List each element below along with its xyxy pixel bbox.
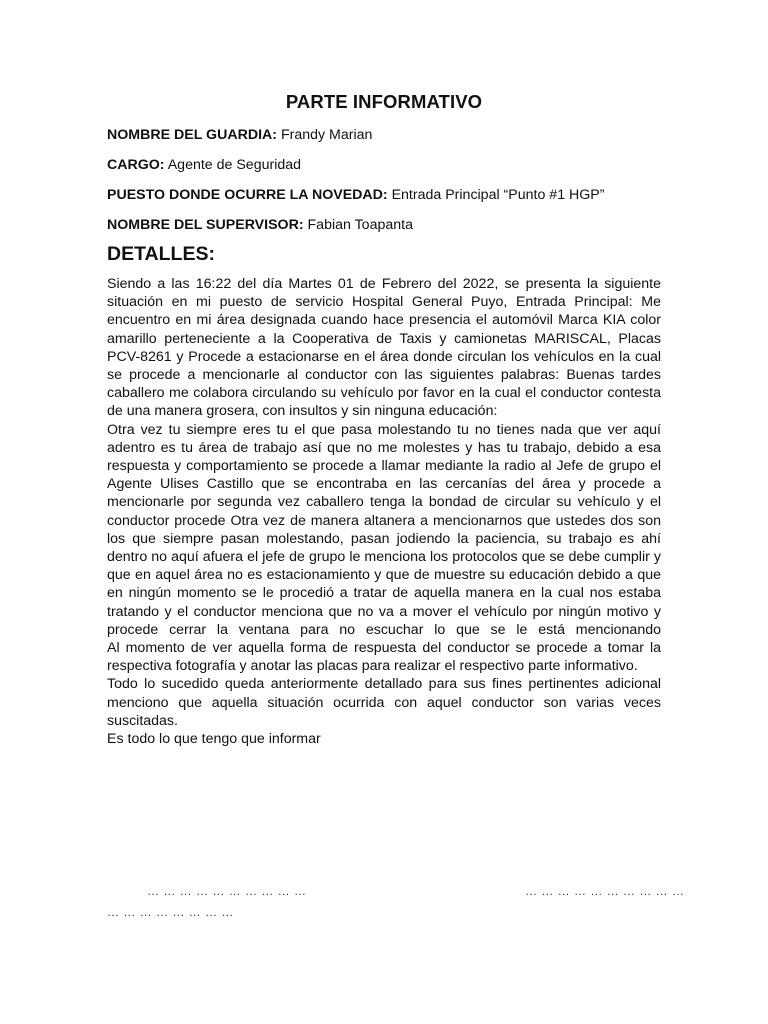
- field-role: [107, 157, 661, 174]
- field-value: Agente de Seguridad: [167, 157, 302, 173]
- signature-line-bottom: … … … … … … … …: [107, 905, 234, 919]
- field-label: NOMBRE DEL SUPERVISOR:: [107, 217, 304, 233]
- field-incident-post: [107, 187, 661, 204]
- field-label: PUESTO DONDE OCURRE LA NOVEDAD:: [107, 187, 388, 203]
- field-supervisor-name: [107, 217, 661, 234]
- details-body: [107, 275, 661, 748]
- document-title: PARTE INFORMATIVO: [285, 91, 483, 112]
- report-content: [107, 91, 661, 748]
- field-value: Fabian Toapanta: [307, 217, 413, 233]
- field-guard-name: [107, 127, 661, 144]
- details-heading: DETALLES:: [107, 243, 215, 265]
- details-paragraph: Otra vez tu siempre eres tu el que pasa molestando tu no tienes nada que ver aquí adentro es tu área de trabajo así que no me molestes y has tu trabajo, debido a esa respuesta y comportamiento se procede a llamar mediante la radio al Jefe de grupo el Agente Ulises Castillo que se encontraba en las cercanías del área y procede a mencionarle por segunda vez caballero tenga la bondad de circular su vehículo y el conductor procede Otra vez de manera altanera a mencionarnos que ustedes dos son los que siempre pasan molestando, pasan jodiendo la paciencia, su trabajo es ahí dentro no aquí afuera el jefe de grupo le menciona los protocolos que se debe cumplir y que en aquel área no es estacionamiento y que de muestre su educación debido a que en ningún momento se le procedió a tratar de aquella manera en la cual nos estaba tratando y el conductor menciona que no va a mover el vehículo por ningún motivo y procede cerrar la ventana para no escuchar lo que se le está mencionando: [107, 421, 661, 638]
- field-label: NOMBRE DEL GUARDIA:: [107, 127, 277, 143]
- field-value: Entrada Principal “Punto #1 HGP”: [391, 187, 605, 203]
- details-paragraph: Siendo a las 16:22 del día Martes 01 de Febrero del 2022, se presenta la siguiente situación en mi puesto de servicio Hospital General Puyo, Entrada Principal: Me encuentro en mi área designada cuando hace presencia el automóvil Marca KIA color amarillo perteneciente a la Cooperativa de Taxis y camionetas MARISCAL, Placas PCV-8261 y Procede a estacionarse en el área donde circulan los vehículos en la cual se procede a mencionarle al conductor con las siguientes palabras: Buenas tardes caballero me colabora circulando su vehículo por favor en la cual el conductor contesta de una manera grosera, con insultos y sin ninguna educación:: [107, 276, 661, 420]
- details-paragraph: Todo lo sucedido queda anteriormente detallado para sus fines pertinentes adicional menciono que aquella situación ocurrida con aquel conductor son varias veces suscitadas.: [107, 676, 661, 729]
- signature-line-left: … … … … … … … … … …: [147, 884, 307, 898]
- details-paragraph: Al momento de ver aquella forma de respuesta del conductor se procede a tomar la respectiva fotografía y anotar las placas para realizar el respectivo parte informativo.: [107, 640, 661, 675]
- signature-line-right: … … … … … … … … … …: [525, 884, 685, 898]
- closing-line: Es todo lo que tengo que informar: [107, 731, 321, 748]
- field-label: CARGO:: [107, 157, 165, 173]
- field-value: Frandy Marian: [280, 127, 373, 143]
